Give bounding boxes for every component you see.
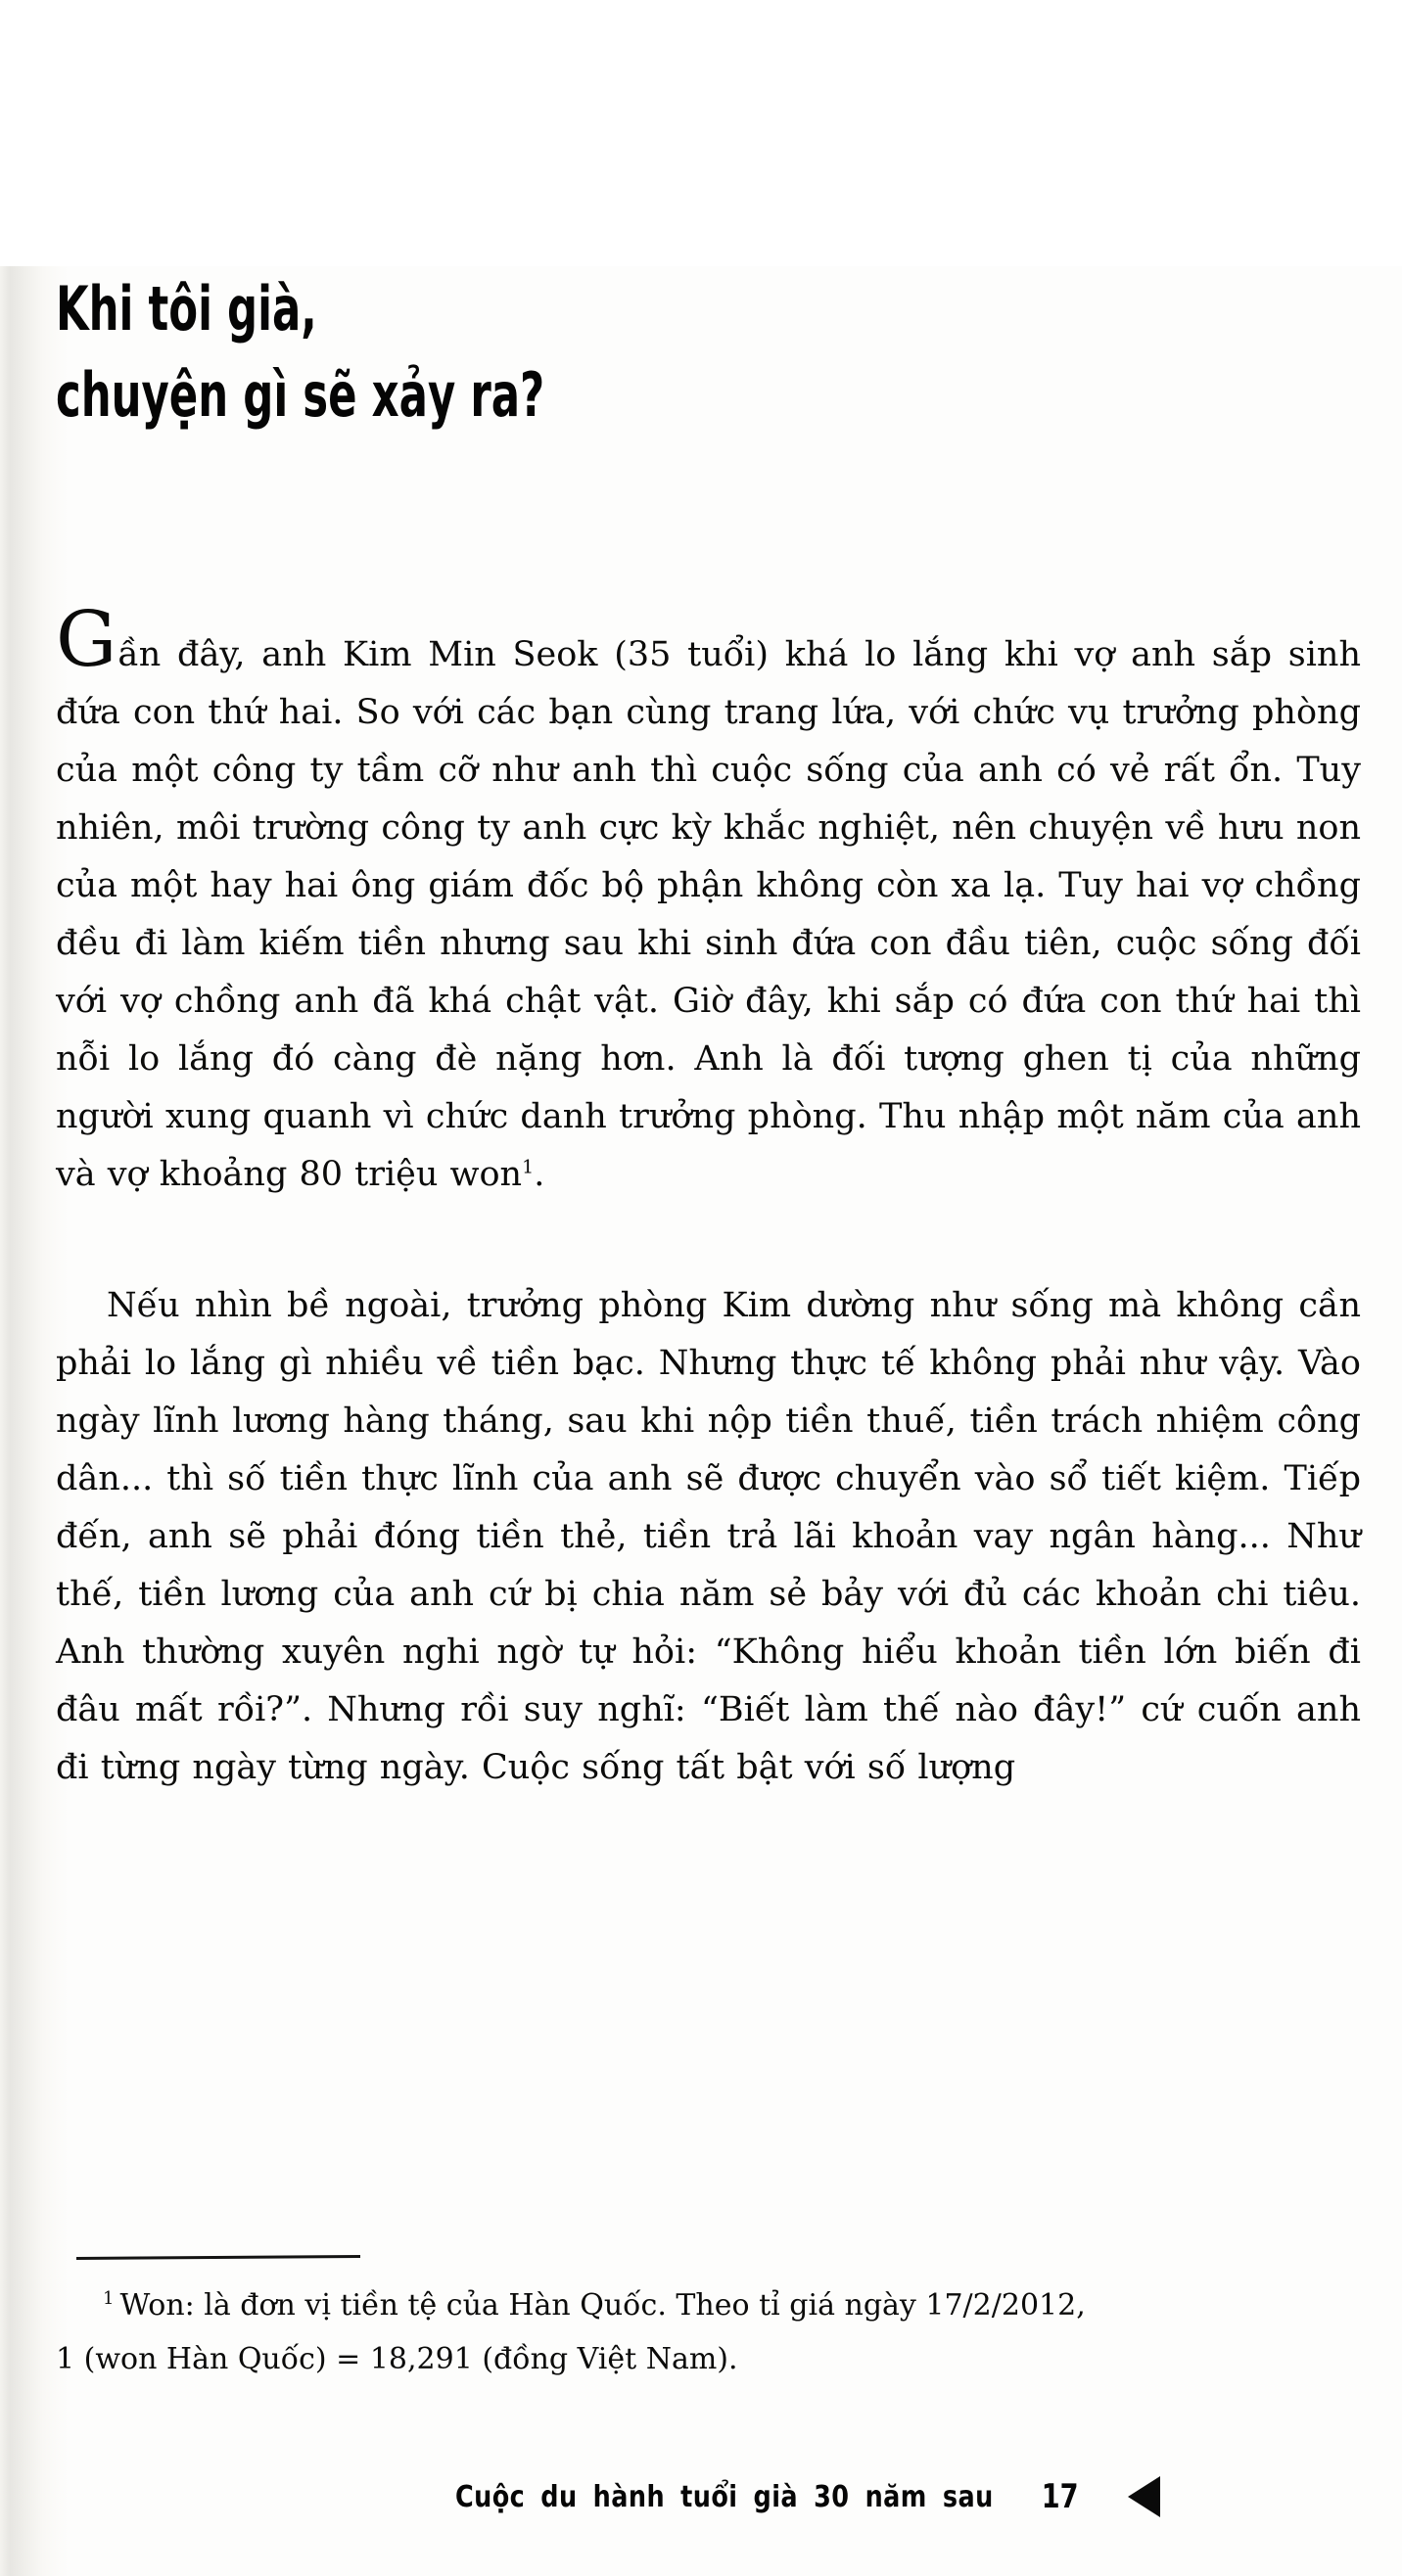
page-footer: [0, 2476, 1402, 2517]
paragraph-1-end: .: [534, 1155, 545, 1194]
paragraph-1: [56, 596, 1361, 1204]
running-footer-title: Cuộc du hành tuổi già 30 năm sau: [454, 2479, 994, 2514]
footnote-marker: 1: [103, 2288, 115, 2309]
footnote-reference: 1: [522, 1156, 535, 1178]
back-triangle-icon: [1128, 2476, 1160, 2517]
book-page: [0, 266, 1402, 2576]
title-line-2: chuyện gì sẽ xảy ra?: [56, 359, 545, 431]
footnote: [56, 2278, 1361, 2386]
body-text: [56, 596, 1361, 1797]
paragraph-1-text: ần đây, anh Kim Min Seok (35 tuổi) khá lo lắng khi vợ anh sắp sinh đứa con thứ hai. So với các bạn cùng trang lứa, với chức vụ trưởng phòng của một công ty tầm cỡ như anh thì cuộc sống của anh có vẻ rất ổn. Tuy nhiên, môi trường công ty anh cực kỳ khắc nghiệt, nên chuyện về hưu non của một hay hai ông giám đốc bộ phận không còn xa lạ. Tuy hai vợ chồng đều đi làm kiếm tiền nhưng sau khi sinh đứa con đầu tiên, cuộc sống đối với vợ chồng anh đã khá chật vật. Giờ đây, khi sắp có đứa con thứ hai thì nỗi lo lắng đó càng đè nặng hơn. Anh là đối tượng ghen tị của những người xung quanh vì chức danh trưởng phòng. Thu nhập một năm của anh và vợ khoảng 80 triệu won: [56, 635, 1361, 1194]
initial-letter: G: [56, 596, 118, 684]
footnote-text-2: 1 (won Hàn Quốc) = 18,291 (đồng Việt Nam).: [56, 2342, 738, 2376]
footnote-separator: [76, 2255, 360, 2260]
footnote-line-1: [56, 2278, 1361, 2332]
page-number: 17: [1041, 2477, 1079, 2516]
title-line-1: Khi tôi già,: [56, 273, 317, 345]
footnote-text-1: Won: là đơn vị tiền tệ của Hàn Quốc. Theo tỉ giá ngày 17/2/2012,: [119, 2288, 1086, 2323]
page-title: [56, 266, 1361, 438]
paragraph-2: Nếu nhìn bề ngoài, trưởng phòng Kim dường như sống mà không cần phải lo lắng gì nhiều về tiền bạc. Nhưng thực tế không phải như vậy. Vào ngày lĩnh lương hàng tháng, sau khi nộp tiền thuế, tiền trách nhiệm công dân... thì số tiền thực lĩnh của anh sẽ được chuyển vào sổ tiết kiệm. Tiếp đến, anh sẽ phải đóng tiền thẻ, tiền trả lãi khoản vay ngân hàng... Như thế, tiền lương của anh cứ bị chia năm sẻ bảy với đủ các khoản chi tiêu. Anh thường xuyên nghi ngờ tự hỏi: “Không hiểu khoản tiền lớn biến đi đâu mất rồi?”. Nhưng rồi suy nghĩ: “Biết làm thế nào đây!” cứ cuốn anh đi từng ngày từng ngày. Cuộc sống tất bật với số lượng: [56, 1286, 1361, 1787]
